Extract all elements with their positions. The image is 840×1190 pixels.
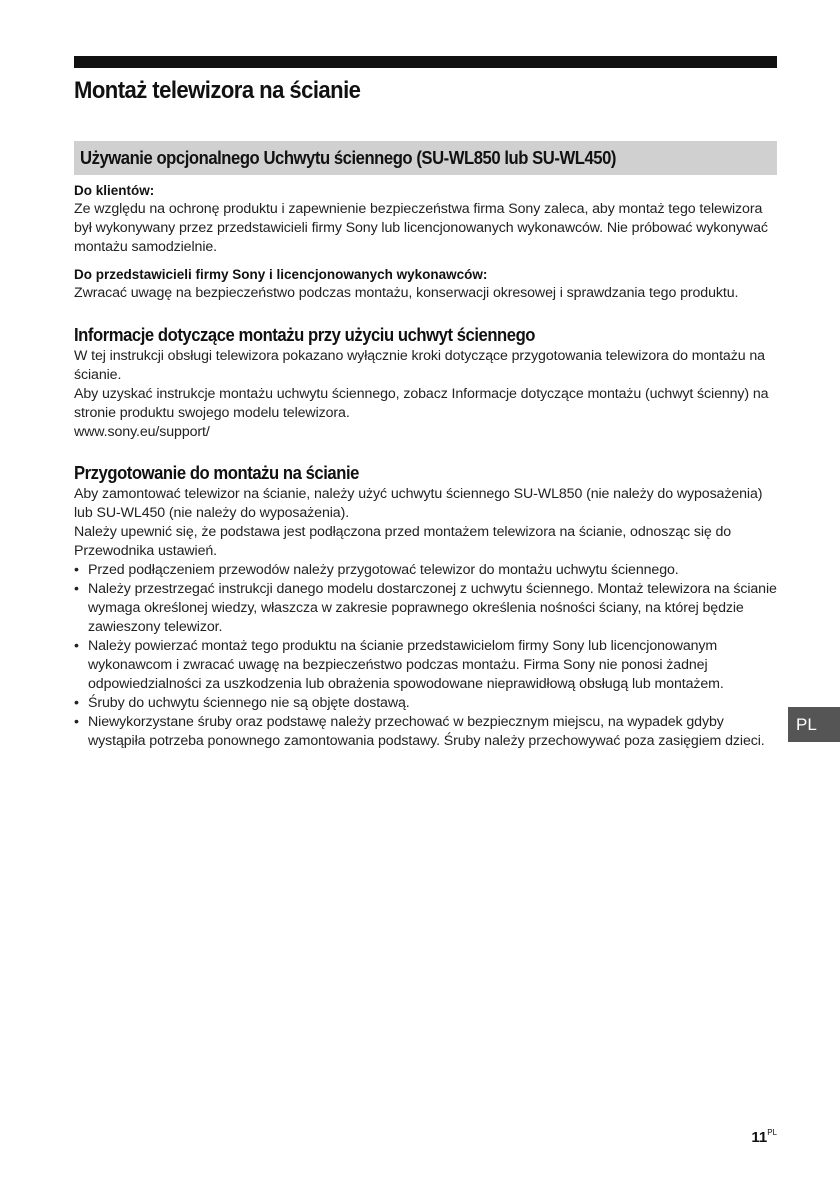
info-block [74,347,777,442]
section-bar [74,141,777,175]
customers-label: Do klientów: [74,183,155,198]
list-item [74,637,777,694]
list-item-text: Należy powierzać montaż tego produktu na ścianie przedstawicielom firmy Sony lub licencjonowanym wykonawcom i zwracać uwagę na bezpieczeństwo podczas montażu. Firma Sony nie ponosi żadnej odpowiedzialności za uszkodzenia lub obrażenia spowodowane nieprawidłową obsługą lub montażem. [88,638,724,692]
customers-text: Ze względu na ochronę produktu i zapewnienie bezpieczeństwa firma Sony zaleca, aby montaż tego telewizora był wykonywany przez przedstawicieli firmy Sony lub licencjonowanych wykonawców. Nie próbować wykonywać montażu samodzielnie. [74,201,768,255]
bullet-icon: • [74,638,79,654]
info-line-2: Aby uzyskać instrukcje montażu uchwytu ściennego, zobacz Informacje dotyczące montażu (uchwyt ścienny) na stronie produktu swojego modelu telewizora. [74,386,769,421]
support-link[interactable]: www.sony.eu/support/ [74,424,210,440]
list-item-text: Niewykorzystane śruby oraz podstawę należy przechować w bezpiecznym miejscu, na wypadek gdyby wystąpiła potrzeba ponownego zamontowania podstawy. Śruby należy przechowywać poza zasięgiem dzieci. [88,714,765,749]
section-title: Używanie opcjonalnego Uchwytu ściennego (SU-WL850 lub SU-WL450) [80,147,616,168]
language-tab: PL [788,707,840,742]
bullet-icon: • [74,695,79,711]
list-item [74,694,777,713]
list-item-text: Przed podłączeniem przewodów należy przygotować telewizor do montażu uchwytu ściennego. [88,562,679,578]
list-item-text: Należy przestrzegać instrukcji danego modelu dostarczonej z uchwytu ściennego. Montaż telewizora na ścianie wymaga określonej wiedzy, właszcza w zakresie poprawnego określenia nośności ściany, na której będzie zawieszony telewizor. [88,581,777,635]
list-item [74,580,777,637]
prep-heading: Przygotowanie do montażu na ścianie [74,462,359,483]
info-heading: Informacje dotyczące montażu przy użyciu uchwyt ściennego [74,324,536,345]
bullet-icon: • [74,562,79,578]
top-rule [74,56,777,68]
page-number-value: 11 [751,1129,768,1146]
dealers-block [74,265,777,303]
list-item [74,713,777,751]
bullet-icon: • [74,714,79,730]
list-item-text: Śruby do uchwytu ściennego nie są objęte dostawą. [88,695,410,711]
dealers-label: Do przedstawicieli firmy Sony i licencjonowanych wykonawców: [74,267,488,282]
dealers-text: Zwracać uwagę na bezpieczeństwo podczas montażu, konserwacji okresowej i sprawdzania tego produktu. [74,285,739,301]
page-number-suffix: PL [767,1128,777,1137]
prep-block [74,485,777,751]
info-line-1: W tej instrukcji obsługi telewizora pokazano wyłącznie kroki dotyczące przygotowania telewizora do montażu na ścianie. [74,348,765,383]
prep-para-1: Aby zamontować telewizor na ścianie, należy użyć uchwytu ściennego SU-WL850 (nie należy do wyposażenia) lub SU-WL450 (nie należy do wyposażenia). [74,486,763,521]
list-item [74,561,777,580]
prep-bullet-list [74,561,777,751]
document-page [74,56,777,751]
bullet-icon: • [74,581,79,597]
customers-block [74,181,777,257]
page-number [751,1129,777,1146]
prep-para-2: Należy upewnić się, że podstawa jest podłączona przed montażem telewizora na ścianie, odnosząc się do Przewodnika ustawień. [74,524,732,559]
page-title: Montaż telewizora na ścianie [74,77,361,104]
